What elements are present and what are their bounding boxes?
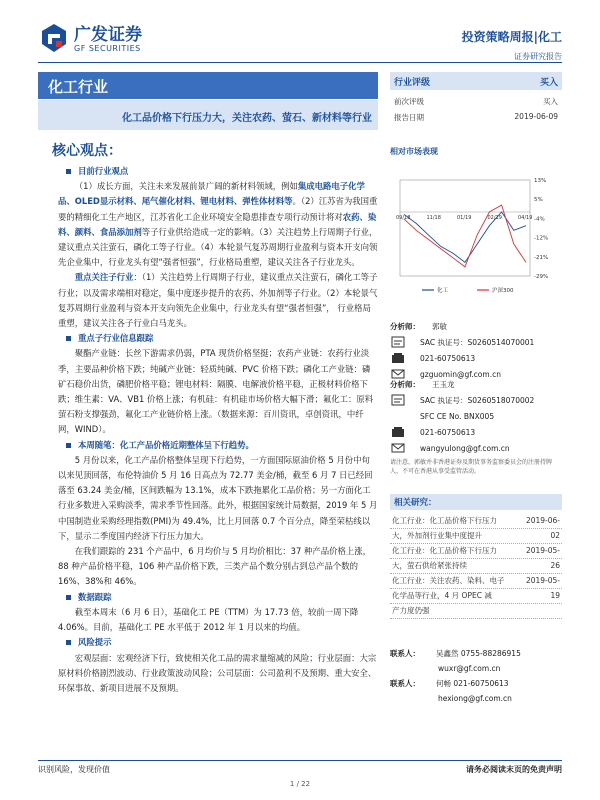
id-card-icon	[390, 335, 406, 349]
core-views-title: 核心观点：	[52, 143, 122, 159]
related-research-text: 大，外加剂行业集中度提升	[392, 531, 482, 540]
contact-name: 吴鑫然 0755-88286915	[436, 649, 521, 658]
related-research-date: 2019-06-	[525, 516, 560, 525]
related-research-list	[390, 514, 562, 619]
paragraph: 5 月份以来，化工产品价格整体呈现下行趋势，一方面国际原油价格 5 月份中旬以来见顶回落，布伦特油价 5 月 16 日高点为 72.77 美金/桶，截至 6 月 7 日已经回落至 63.24 美金/桶，区间跌幅为 13.1%，成本下跌拖累化工品价格；另一方面化工行业多数进入采购淡季，需求季节性回落。此外，根据国家统计局数据，2019 年 5 月中国制造业采购经理指数(PMI)为 49.4%，比上月回落 0.7 个百分点，降至荣枯线以下，显示二季度国内经济下行压力加大。	[58, 454, 378, 541]
relative-performance-chart	[392, 172, 562, 298]
report-subtitle: 化工品价格下行压力大，关注农药、萤石、新材料等行业	[38, 100, 378, 130]
related-research-text: 化工行业：关注农药、染料、电子	[392, 576, 505, 585]
id-card-icon	[390, 393, 406, 407]
main-content	[58, 164, 378, 696]
contact-label: 联系人：	[390, 649, 420, 658]
related-research-text: 产力度仍强	[392, 606, 430, 615]
contact-email[interactable]: hexiong@gf.com.cn	[438, 694, 512, 703]
paragraph: 在我们跟踪的 231 个产品中，6 月均价与 5 月均价相比：37 种产品价格上涨，88 种产品价格平稳，106 种产品价格下跌，三类产品个数分别占到总产品个数的 16%、38%和 46%。	[58, 546, 371, 587]
related-research-date: 2019-05-	[525, 576, 560, 585]
section-heading: 目前行业观点	[58, 164, 378, 179]
analyst-name: 郭敏	[432, 321, 447, 331]
footer-slogan: 识别风险，发现价值	[38, 765, 110, 774]
industry-banner: 化工行业	[38, 72, 378, 99]
analyst-role: 分析师：	[390, 321, 420, 331]
analyst-name: 王玉龙	[432, 379, 455, 389]
y-tick-label: 13%	[534, 178, 547, 184]
related-research-item[interactable]	[390, 589, 562, 604]
related-research-item[interactable]	[390, 559, 562, 574]
y-tick-label: 5%	[534, 197, 543, 204]
related-research-item[interactable]	[390, 574, 562, 589]
report-header	[462, 28, 562, 62]
analyst-email[interactable]: gzguomin@gf.com.cn	[420, 369, 501, 379]
related-research-item[interactable]	[390, 514, 562, 529]
company-logo	[38, 22, 142, 56]
related-research-item[interactable]	[390, 529, 562, 544]
analyst-role: 分析师：	[390, 379, 420, 389]
logo-name-cn: 广发证券	[74, 24, 142, 45]
analyst-phone: 021-60750613	[420, 427, 476, 437]
contact-label: 联系人：	[390, 679, 420, 688]
analyst-cert: SAC 执证号：S0260514070001	[420, 337, 535, 347]
analyst-block-2	[390, 376, 562, 456]
related-research-text: 大，萤石供给紧张持续	[392, 561, 467, 570]
report-subtype: 证券研究报告	[514, 52, 562, 61]
market-performance-title: 相对市场表现	[390, 147, 438, 156]
analyst-cert-sfc: SFC CE No. BNX005	[420, 411, 495, 421]
phone-icon	[390, 425, 406, 439]
phone-icon	[390, 351, 406, 365]
paragraph: （1）成长方面，关注未来发展前景广阔的新材料领域，例如集成电路电子化学品、OLED显示材料、尾气催化材料、锂电材料、弹性体材料等。（2）江苏省为我国重要的精细化工生产地区，江苏省化工企业环境安全隐患排查专项行动预计将对农药、染料、颜料、食品添加剂等子行业供给造成一定的影响。（3）关注趋势上行周期子行业，建议重点关注萤石，磷化工等子行业。（4）本轮景气复苏周期行业盈利与资本开支向领先企业集中，行业龙头有望“强者恒强”，行业格局重塑，建议关注各子行业龙头。	[58, 181, 378, 268]
report-date	[390, 112, 562, 123]
x-tick-label: 02/19	[487, 215, 502, 221]
report-date-label: 报告日期	[394, 113, 424, 122]
page-number: 1 / 22	[289, 780, 311, 788]
disclaimer-note: 请注意，郭敏并非香港证券及期货事务监察委员会的注册持牌人，不可在香港从事受监管活动。	[390, 459, 553, 475]
previous-rating-value: 买入	[543, 97, 558, 106]
y-tick-label: -12%	[534, 235, 549, 242]
contacts-block	[390, 646, 562, 706]
analyst-email[interactable]: wangyulong@gf.com.cn	[420, 443, 510, 453]
paragraph: 宏观层面：宏观经济下行，致使相关化工品的需求量缩减的风险；行业层面：大宗原材料价格剧烈波动、行业政策波动风险；公司层面：公司盈利不及预期、重大安全、环保事故、新项目进展不及预期。	[58, 652, 377, 693]
analyst-block-1	[390, 318, 562, 382]
related-research-item[interactable]	[390, 604, 562, 619]
previous-rating-label: 前次评级	[394, 97, 424, 106]
x-tick-label: 11/18	[426, 215, 441, 221]
related-research-item[interactable]	[390, 544, 562, 559]
report-type: 投资策略周报|化工	[461, 30, 562, 44]
footer-disclaimer: 请务必阅读末页的免责声明	[466, 765, 562, 774]
rating-value: 买入	[539, 78, 558, 88]
paragraph: 重点关注子行业：（1）关注趋势上行周期子行业，建议重点关注萤石，磷化工等子行业；以及需求端相对稳定，集中度逐步提升的农药、外加剂等子行业。（2）本轮景气复苏周期行业盈利与资本开支向领先企业集中，行业龙头有望“强者恒强”， 行业格局重塑，建议关注各子行业白马龙头。	[58, 272, 378, 329]
analyst-cert: SAC 执证号：S0260518070002	[420, 395, 535, 405]
report-date-value: 2019-06-09	[514, 112, 558, 121]
section-heading: 本周随笔：化工产品价格近期整体呈下行趋势。	[58, 438, 378, 453]
related-research-title: 相关研究：	[390, 494, 562, 510]
x-tick-label: 04/19	[518, 215, 533, 221]
analyst-phone: 021-60750613	[420, 353, 476, 363]
legend-label: 沪深300	[492, 288, 514, 294]
x-tick-label: 01/19	[457, 215, 472, 221]
logo-name-en: GF SECURITIES	[74, 43, 141, 53]
y-tick-label: -21%	[534, 254, 549, 261]
section-heading: 风险提示	[58, 635, 378, 650]
related-research-date: 02	[550, 531, 560, 540]
section-heading: 重点子行业信息跟踪	[58, 331, 378, 346]
related-research-text: 化学品等行业，4 月 OPEC 减	[392, 591, 492, 600]
header-divider	[38, 62, 562, 63]
contact-name: 何畅 021-60750613	[436, 679, 509, 688]
related-research-date: 2019-05-	[525, 546, 560, 555]
x-tick-label: 09/18	[396, 215, 411, 221]
y-tick-label: -4%	[534, 216, 545, 223]
related-research-text: 化工行业：化工品价格下行压力	[392, 546, 497, 555]
email-icon	[390, 441, 406, 455]
paragraph: 截至本周末（6 月 6 日），基础化工 PE（TTM）为 17.73 倍，较前一周下降 4.06%。目前，基础化工 PE 水平低于 2012 年 1 月以来的均值。	[58, 606, 359, 633]
paragraph: 聚酯产业链：长丝下游需求仍弱，PTA 现货价格坚挺；农药产业链：农药行业淡季，主要品种价格下跌；纯碱产业链：轻质纯碱、PVC 价格下跌；磷化工产业链：磷矿石稳价出货，磷肥价格平稳；锂电材料：隔膜、电解液价格平稳，正极材料价格下跌；维生素：VA、VB1 价格上涨；有机硅：有机硅市场价格大幅下滑；氟化工：原料萤石粉支撑强劲，氟化工产业链价格上涨。（数据来源：百川资讯，卓创资讯，中纤网，WIND）。	[58, 348, 374, 435]
related-research-date: 26	[550, 561, 560, 570]
previous-rating	[390, 96, 562, 107]
rating-header	[390, 72, 562, 90]
rating-label: 行业评级	[394, 78, 431, 88]
gf-logo-icon	[38, 22, 70, 56]
legend-label: 化工	[437, 288, 449, 294]
y-tick-label: -29%	[534, 274, 549, 280]
footer-divider	[38, 760, 562, 761]
section-heading: 数据跟踪	[58, 590, 378, 605]
related-research-date: 19	[550, 591, 560, 600]
related-research-text: 化工行业：化工品价格下行压力	[392, 516, 497, 525]
contact-email[interactable]: wuxr@gf.com.cn	[438, 664, 501, 673]
